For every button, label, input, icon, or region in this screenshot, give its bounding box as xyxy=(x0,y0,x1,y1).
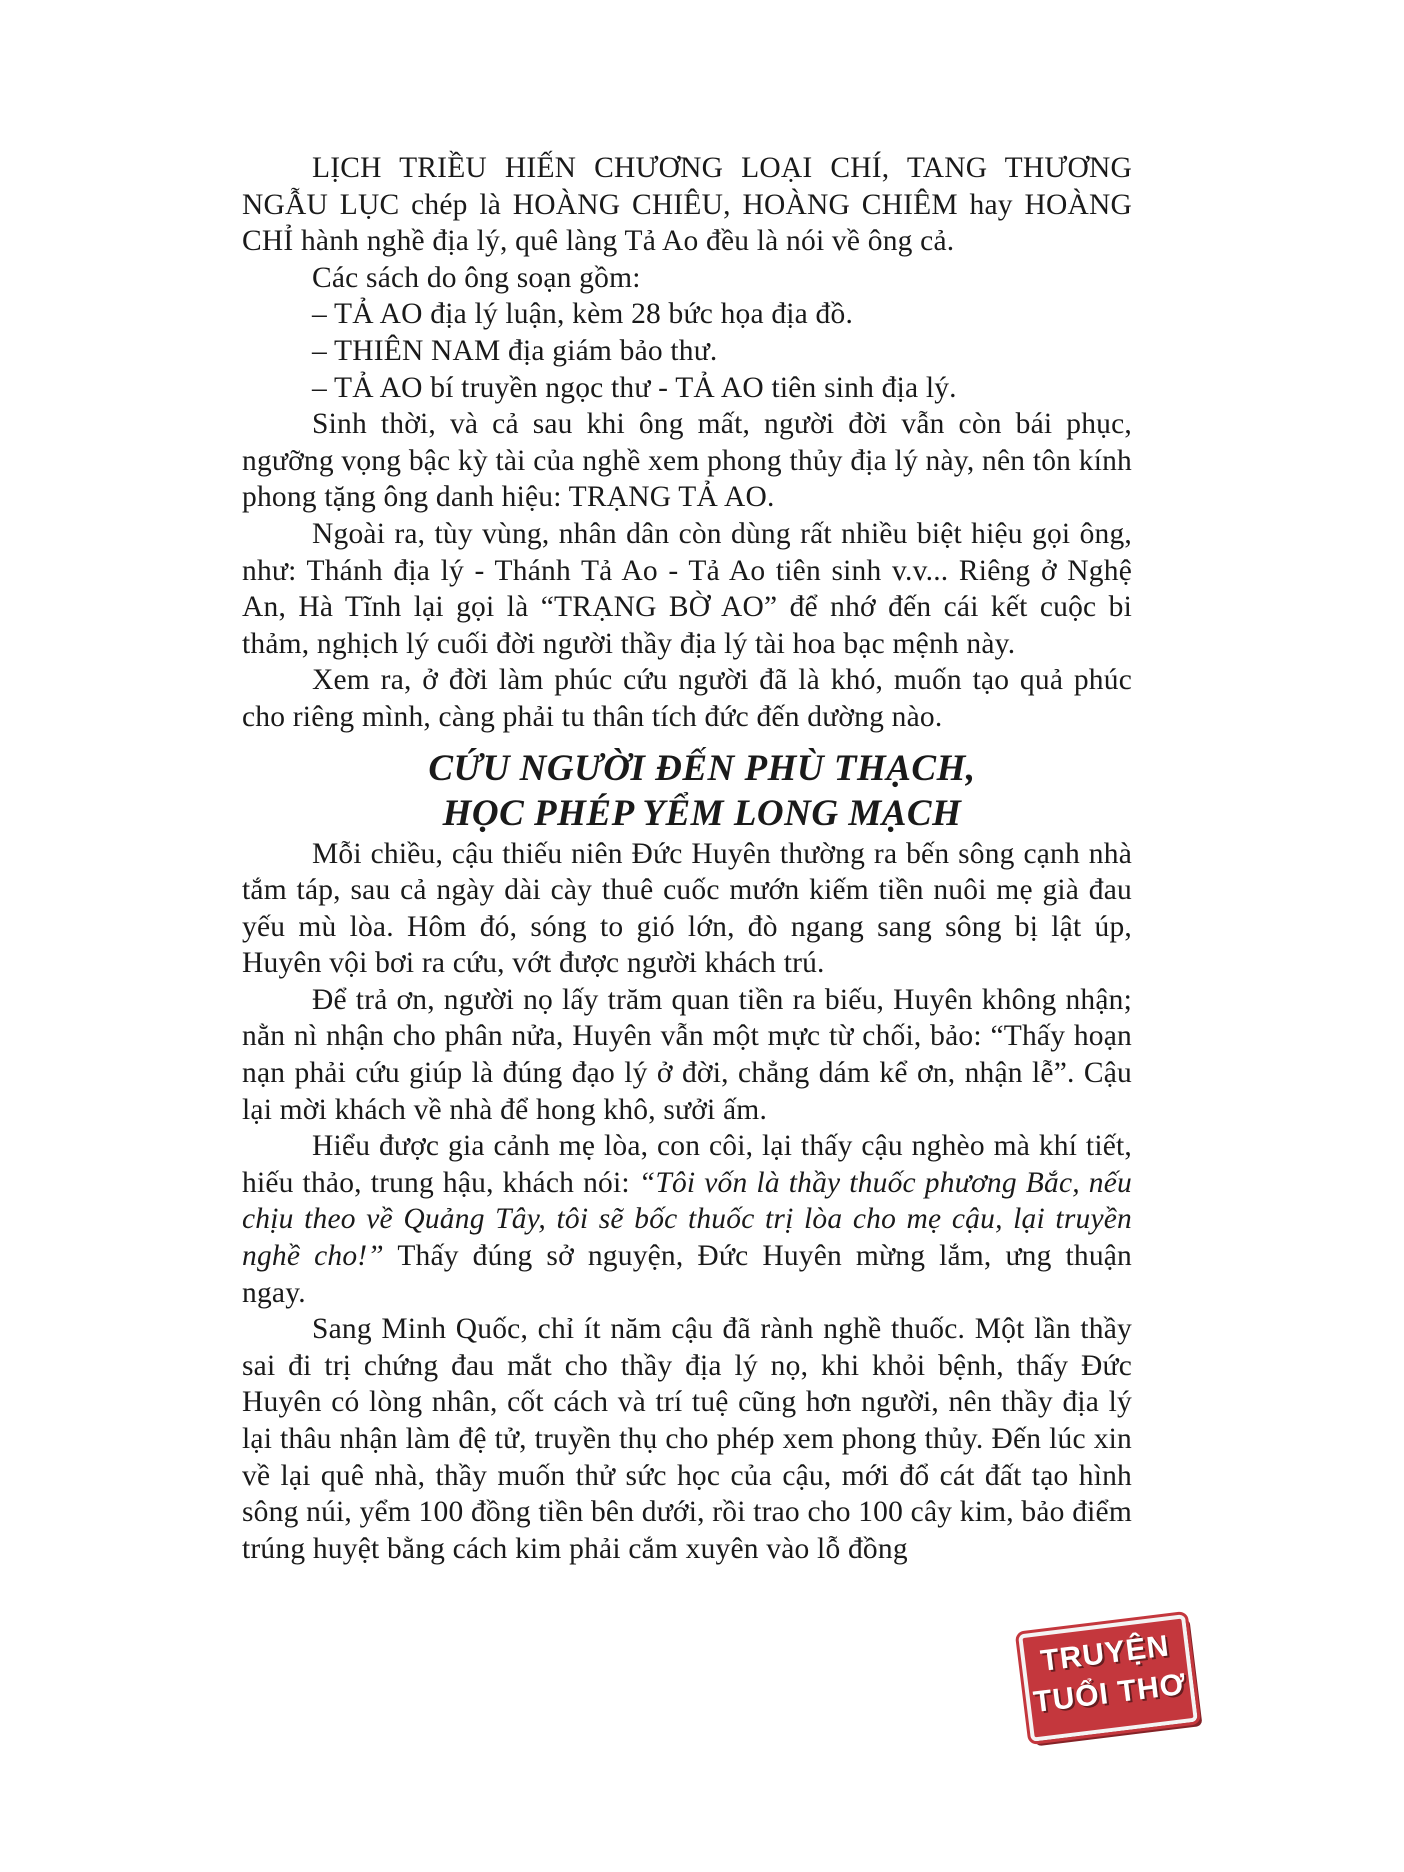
watermark-line-2: TUỔI THƠ xyxy=(1031,1667,1189,1720)
list-item-book-3: – TẢ AO bí truyền ngọc thư - TẢ AO tiên sinh địa lý. xyxy=(312,371,957,404)
offer-intro: Hiểu được gia cảnh mẹ lòa, con côi, lại thấy cậu nghèo mà khí tiết, hiếu thảo, trung hậu, khách nói: xyxy=(242,1130,1132,1199)
offer-quote: “Tôi vốn là thầy thuốc phương Bắc, nếu chịu theo về Quảng Tây, tôi sẽ bốc thuốc trị lòa cho mẹ cậu, lại truyền nghề cho!” xyxy=(242,1166,1132,1273)
paragraph-gratitude: Để trả ơn, người nọ lấy trăm quan tiền ra biếu, Huyên không nhận; nằn nì nhận cho phân nửa, Huyên vẫn một mực từ chối, bảo: “Thấy hoạn nạn phải cứu giúp là đúng đạo lý ở đời, chẳng dám kể ơn, nhận lễ”. Cậu lại mời khách về nhà để hong khô, sưởi ấm. xyxy=(242,983,1132,1126)
paragraph-apprenticeship: Sang Minh Quốc, chỉ ít năm cậu đã rành nghề thuốc. Một lần thầy sai đi trị chứng đau mắt cho thầy địa lý nọ, khi khỏi bệnh, thấy Đức Huyên có lòng nhân, cốt cách và trí tuệ cũng hơn người, nên thầy địa lý lại thâu nhận làm đệ tử, truyền thụ cho phép xem phong thủy. Đến lúc xin về lại quê nhà, thầy muốn thử sức học của cậu, mới đổ cát đất tạo hình sông núi, yểm 100 đồng tiền bên dưới, rồi trao cho 100 cây kim, bảo điểm trúng huyệt bằng cách kim phải cắm xuyên vào lỗ đồng xyxy=(242,1313,1132,1565)
paragraph-rescue: Mỗi chiều, cậu thiếu niên Đức Huyên thường ra bến sông cạnh nhà tắm táp, sau cả ngày dài cày thuê cuốc mướn kiếm tiền nuôi mẹ già đau yếu mù lòa. Hôm đó, sóng to gió lớn, đò ngang sang sông bị lật úp, Huyên vội bơi ra cứu, vớt được người khách trú. xyxy=(242,837,1132,980)
paragraph-offer xyxy=(242,1128,1132,1311)
list-item-book-1: – TẢ AO địa lý luận, kèm 28 bức họa địa đồ. xyxy=(312,298,854,331)
section-heading xyxy=(242,746,1132,836)
paragraph-books-intro: Các sách do ông soạn gồm: xyxy=(312,261,641,294)
list-item-book-2: – THIÊN NAM địa giám bảo thư. xyxy=(312,334,718,367)
paragraph-sources: LỊCH TRIỀU HIẾN CHƯƠNG LOẠI CHÍ, TANG THƯƠNG NGẪU LỤC chép là HOÀNG CHIÊU, HOÀNG CHIÊM hay HOÀNG CHỈ hành nghề địa lý, quê làng Tả Ao đều là nói về ông cả. xyxy=(242,152,1132,258)
offer-outcome: Thấy đúng sở nguyện, Đức Huyên mừng lắm, ưng thuận ngay. xyxy=(242,1240,1133,1309)
paragraph-nicknames: Ngoài ra, tùy vùng, nhân dân còn dùng rất nhiều biệt hiệu gọi ông, như: Thánh địa lý - Thánh Tả Ao - Tả Ao tiên sinh v.v... Riêng ở Nghệ An, Hà Tĩnh lại gọi là “TRẠNG BỜ AO” để nhớ đến cái kết cuộc bi thảm, nghịch lý cuối đời người thầy địa lý tài hoa bạc mệnh này. xyxy=(242,517,1132,660)
watermark-line-1: TRUYỆN xyxy=(1038,1629,1172,1678)
paragraph-title-trang-ta-ao: Sinh thời, và cả sau khi ông mất, người đời vẫn còn bái phục, ngưỡng vọng bậc kỳ tài của nghề xem phong thủy địa lý này, nên tôn kính phong tặng ông danh hiệu: TRẠNG TẢ AO. xyxy=(242,408,1132,514)
paragraph-moral: Xem ra, ở đời làm phúc cứu người đã là khó, muốn tạo quả phúc cho riêng mình, càng phải tu thân tích đức đến dường nào. xyxy=(242,664,1132,733)
section-heading-line-2: HỌC PHÉP YỂM LONG MẠCH xyxy=(442,792,962,834)
watermark-stamp xyxy=(1018,1614,1198,1742)
section-heading-line-1: CỨU NGƯỜI ĐẾN PHÙ THẠCH, xyxy=(428,747,976,789)
page-text xyxy=(242,150,1132,1567)
